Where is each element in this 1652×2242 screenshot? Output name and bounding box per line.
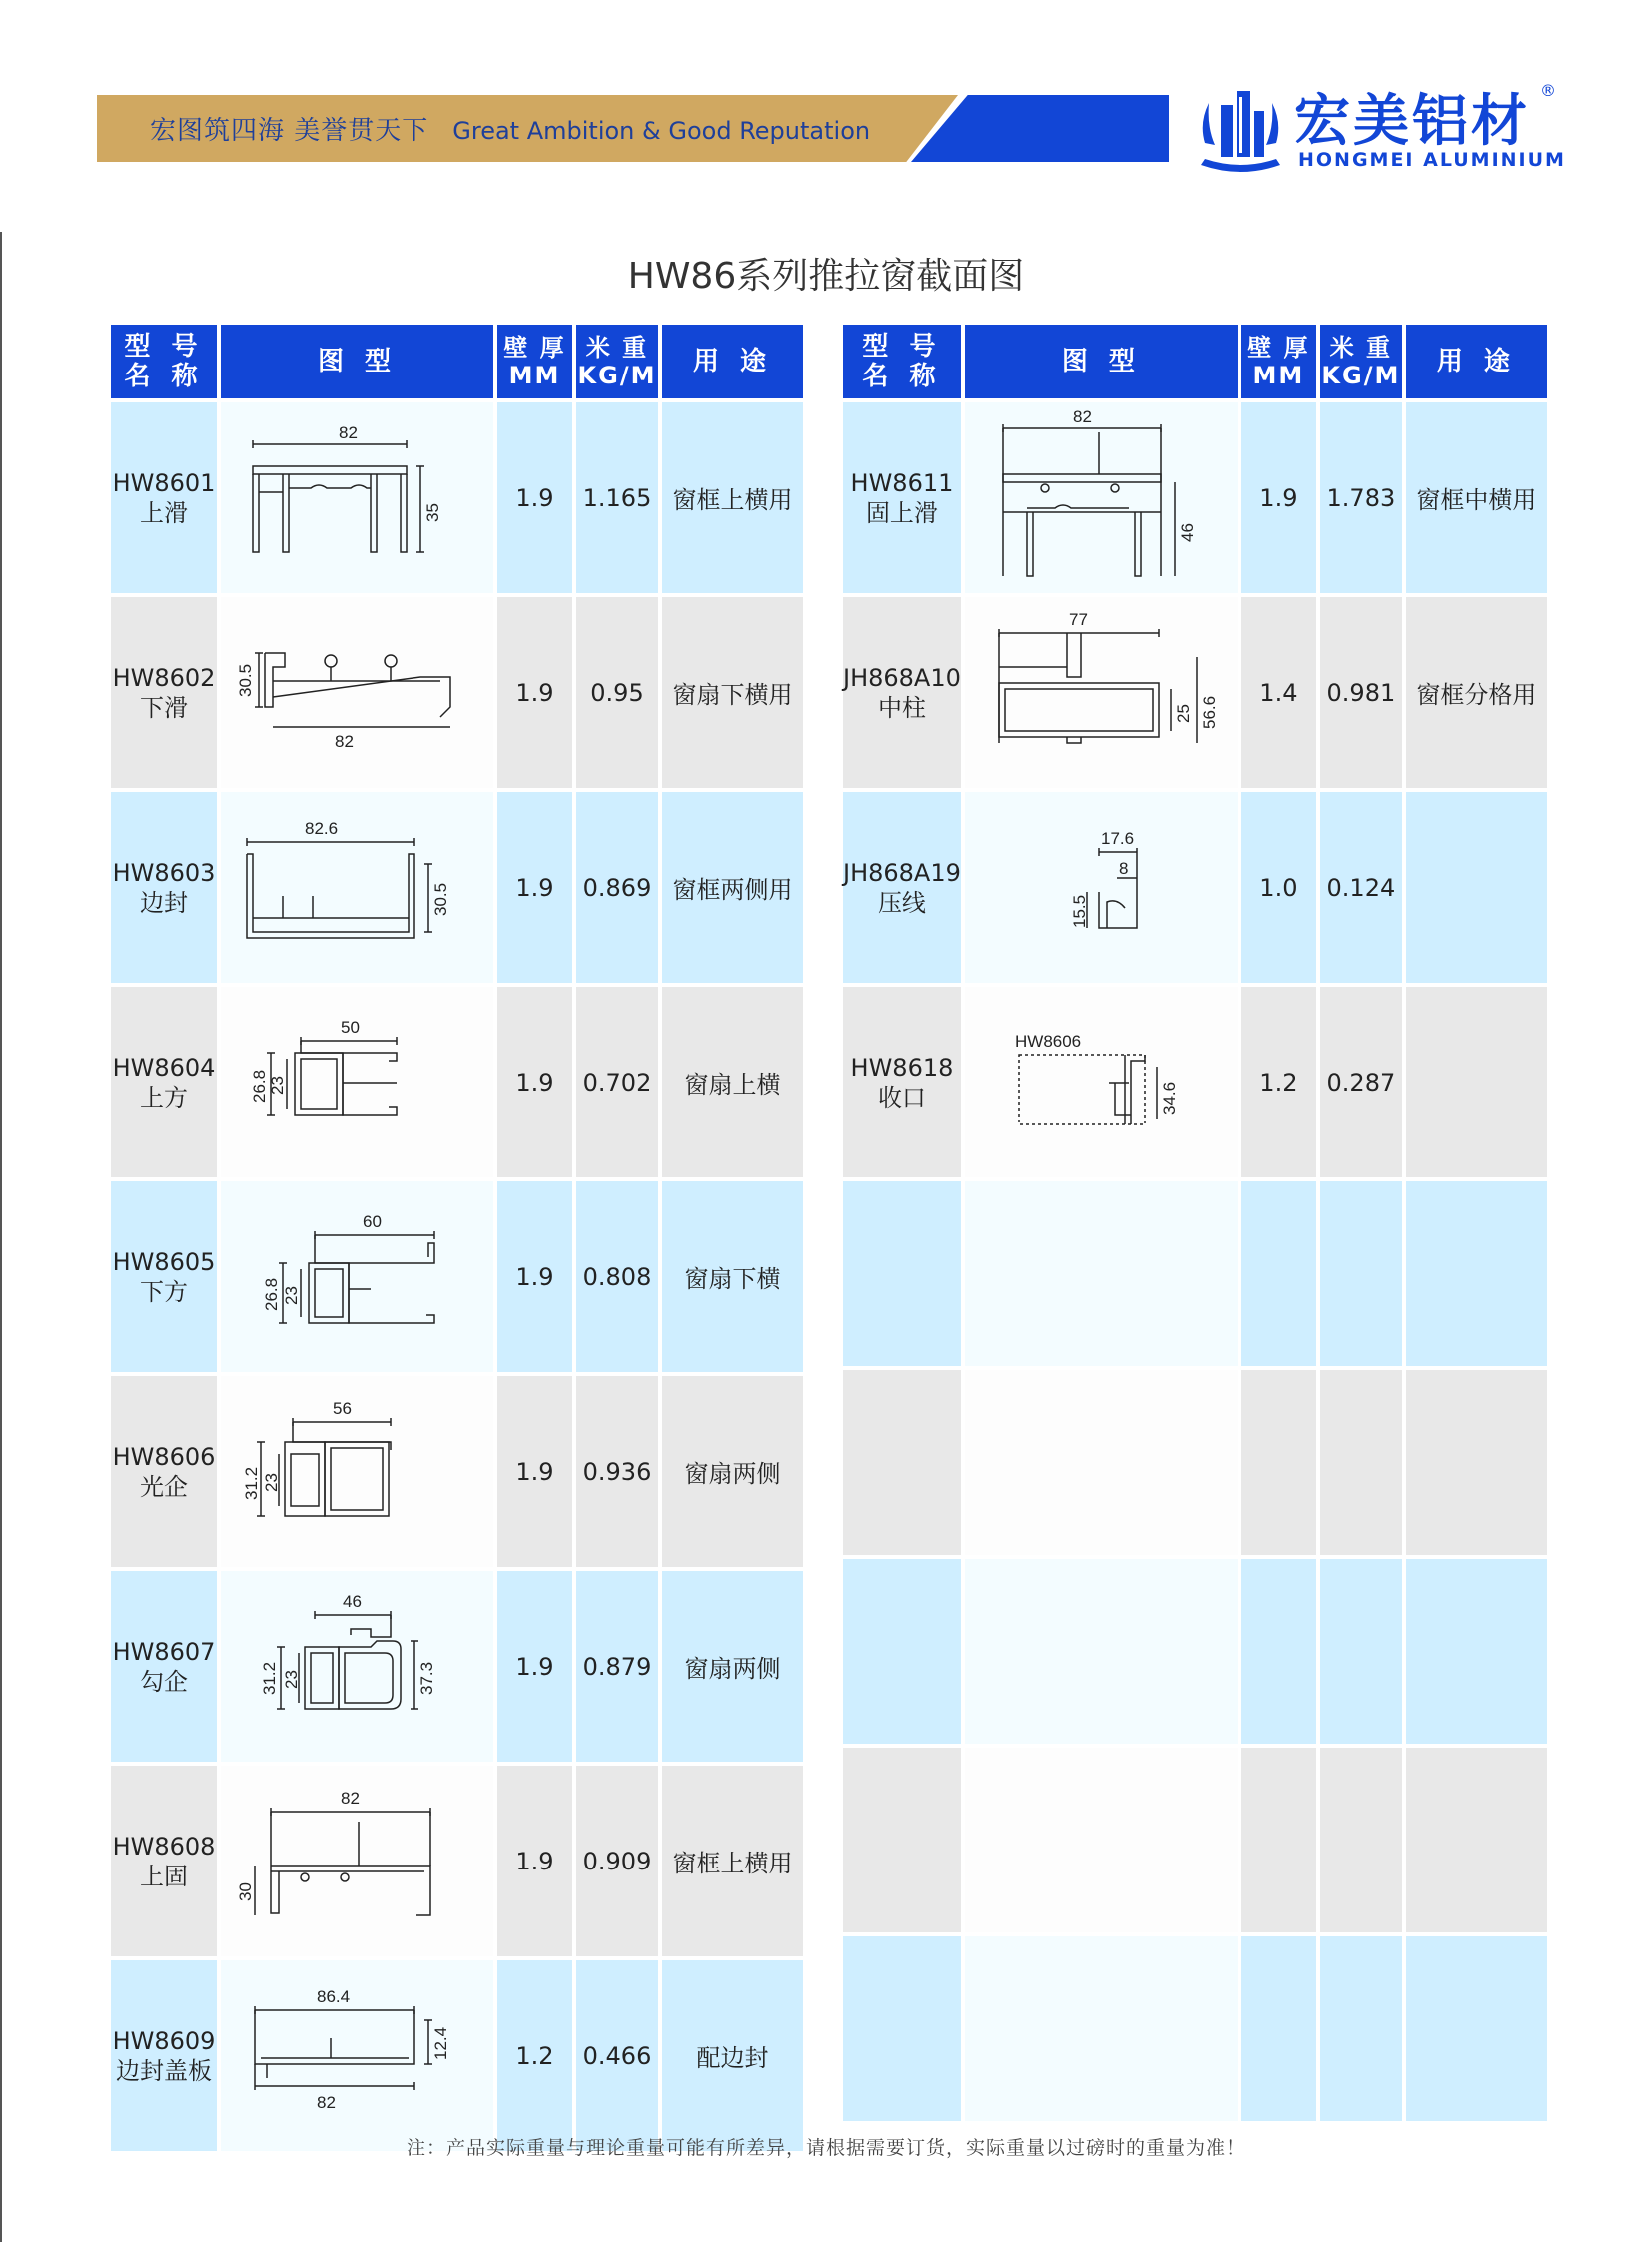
thickness-cell: 1.9: [497, 792, 572, 983]
svg-text:82: 82: [339, 423, 358, 442]
svg-text:46: 46: [1177, 523, 1197, 542]
svg-text:35: 35: [423, 503, 442, 522]
table-row: [843, 1936, 1547, 2121]
thickness-cell: [1241, 1748, 1316, 1932]
usage-cell: [1406, 1559, 1547, 1744]
profile-drawing: [965, 792, 1238, 983]
weight-cell: 0.909: [576, 1766, 658, 1956]
profile-drawing: [221, 1376, 493, 1567]
svg-text:30.5: 30.5: [431, 882, 450, 916]
weight-cell: 0.869: [576, 792, 658, 983]
thickness-cell: 1.4: [1241, 597, 1316, 788]
slogan: [150, 110, 870, 147]
model-cell: [843, 1559, 961, 1744]
svg-text:77: 77: [1068, 610, 1088, 629]
table-row: [111, 402, 803, 593]
thickness-cell: 1.9: [497, 1181, 572, 1372]
company-logo: [1191, 83, 1570, 175]
weight-cell: 0.287: [1320, 987, 1402, 1177]
table-row: [111, 597, 803, 788]
profile-drawing: [965, 1936, 1238, 2121]
model-cell: HW8606 光企: [111, 1376, 217, 1567]
usage-cell: [1406, 1370, 1547, 1555]
svg-text:56: 56: [333, 1399, 352, 1418]
usage-cell: [1406, 1748, 1547, 1932]
footnote: 注：产品实际重量与理论重量可能有所差异，请根据需要订货，实际重量以过磅时的重量为准！: [406, 2137, 1245, 2159]
thickness-cell: [1241, 1370, 1316, 1555]
thickness-cell: 1.2: [1241, 987, 1316, 1177]
weight-cell: [1320, 1370, 1402, 1555]
table-row: [843, 402, 1547, 593]
weight-cell: [1320, 1181, 1402, 1366]
model-cell: [843, 1181, 961, 1366]
model-cell: [843, 1936, 961, 2121]
svg-text:82: 82: [341, 1789, 360, 1808]
svg-text:25: 25: [1173, 704, 1193, 723]
thickness-cell: 1.9: [497, 987, 572, 1177]
svg-text:15.5: 15.5: [1069, 894, 1089, 928]
table-row: [843, 597, 1547, 788]
usage-cell: 窗扇上横: [662, 987, 803, 1177]
usage-cell: [1406, 987, 1547, 1177]
svg-text:17.6: 17.6: [1100, 829, 1134, 848]
model-cell: [843, 1748, 961, 1932]
svg-text:31.2: 31.2: [260, 1661, 279, 1695]
header-model: 型 号 名 称: [111, 325, 217, 398]
weight-cell: 0.702: [576, 987, 658, 1177]
svg-text:82.6: 82.6: [305, 819, 339, 838]
thickness-cell: [1241, 1559, 1316, 1744]
page-title: HW86系列推拉窗截面图: [627, 256, 1025, 297]
usage-cell: 窗框中横用: [1406, 402, 1547, 593]
usage-cell: 窗框分格用: [1406, 597, 1547, 788]
thickness-cell: 1.9: [1241, 402, 1316, 593]
model-cell: HW8601 上滑: [111, 402, 217, 593]
table-row: [843, 1559, 1547, 1744]
model-cell: HW8608 上固: [111, 1766, 217, 1956]
thickness-cell: 1.9: [497, 1766, 572, 1956]
profile-drawing: [965, 597, 1238, 788]
profile-drawing: [221, 1960, 493, 2151]
usage-cell: 窗框上横用: [662, 402, 803, 593]
header-thickness: 壁 厚 MM: [1241, 325, 1316, 398]
model-cell: HW8602 下滑: [111, 597, 217, 788]
svg-text:26.8: 26.8: [262, 1277, 281, 1311]
model-cell: JH868A19 压线: [843, 792, 961, 983]
table-row: [111, 987, 803, 1177]
model-cell: HW8604 上方: [111, 987, 217, 1177]
model-cell: [843, 1370, 961, 1555]
model-cell: HW8605 下方: [111, 1181, 217, 1372]
profile-drawing: [965, 402, 1238, 593]
thickness-cell: [1241, 1936, 1316, 2121]
svg-text:56.6: 56.6: [1199, 695, 1219, 729]
table-row: [843, 792, 1547, 983]
svg-text:60: 60: [363, 1212, 382, 1231]
svg-text:37.3: 37.3: [417, 1661, 436, 1695]
model-cell: HW8607 勾企: [111, 1571, 217, 1762]
table-row: [111, 1766, 803, 1956]
header-weight: 米 重 KG/M: [1320, 325, 1402, 398]
usage-cell: [1406, 792, 1547, 983]
weight-cell: 0.879: [576, 1571, 658, 1762]
usage-cell: 窗框上横用: [662, 1766, 803, 1956]
svg-text:31.2: 31.2: [242, 1466, 261, 1500]
header-usage: 用 途: [662, 325, 803, 398]
profile-drawing: [965, 1748, 1238, 1932]
table-row: [111, 1571, 803, 1762]
header-weight: 米 重 KG/M: [576, 325, 658, 398]
table-header-row: [843, 325, 1547, 398]
weight-cell: 0.808: [576, 1181, 658, 1372]
usage-cell: 配边封: [662, 1960, 803, 2151]
table-row: [111, 1376, 803, 1567]
profile-drawing: [965, 987, 1238, 1177]
svg-text:12.4: 12.4: [431, 2026, 450, 2060]
weight-cell: 0.936: [576, 1376, 658, 1567]
registered-mark: ®: [1540, 81, 1556, 100]
page-edge-line: [0, 232, 2, 2242]
svg-text:26.8: 26.8: [250, 1069, 269, 1103]
weight-cell: [1320, 1559, 1402, 1744]
svg-text:86.4: 86.4: [317, 1987, 351, 2006]
usage-cell: 窗扇下横: [662, 1181, 803, 1372]
svg-text:8: 8: [1118, 859, 1129, 878]
usage-cell: 窗扇两侧: [662, 1376, 803, 1567]
svg-text:82: 82: [335, 732, 354, 751]
logo-text-en: HONGMEI ALUMINIUM: [1298, 149, 1566, 171]
profile-drawing: [221, 1766, 493, 1956]
header-thickness: 壁 厚 MM: [497, 325, 572, 398]
profile-table-right: [839, 321, 1551, 2125]
thickness-cell: 1.9: [497, 1571, 572, 1762]
model-cell: HW8611 固上滑: [843, 402, 961, 593]
weight-cell: [1320, 1936, 1402, 2121]
table-row: [843, 1181, 1547, 1366]
weight-cell: 1.783: [1320, 402, 1402, 593]
usage-cell: [1406, 1181, 1547, 1366]
svg-text:HW8606: HW8606: [1014, 1032, 1082, 1051]
usage-cell: 窗框两侧用: [662, 792, 803, 983]
thickness-cell: [1241, 1181, 1316, 1366]
header-figure: 图 型: [965, 325, 1238, 398]
svg-text:82: 82: [317, 2093, 336, 2112]
thickness-cell: 1.9: [497, 1376, 572, 1567]
logo-text-cn: 宏美铝材: [1294, 89, 1530, 154]
svg-text:30: 30: [236, 1882, 255, 1901]
table-row: [843, 1370, 1547, 1555]
weight-cell: 0.981: [1320, 597, 1402, 788]
weight-cell: 0.124: [1320, 792, 1402, 983]
svg-text:46: 46: [343, 1592, 362, 1611]
profile-drawing: [965, 1370, 1238, 1555]
profile-drawing: [221, 402, 493, 593]
table-row: [843, 1748, 1547, 1932]
model-cell: JH868A10 中柱: [843, 597, 961, 788]
svg-text:23: 23: [262, 1473, 281, 1492]
header-usage: 用 途: [1406, 325, 1547, 398]
profile-drawing: [221, 1571, 493, 1762]
model-cell: HW8603 边封: [111, 792, 217, 983]
profile-drawing: [221, 1181, 493, 1372]
table-header-row: [111, 325, 803, 398]
usage-cell: 窗扇下横用: [662, 597, 803, 788]
weight-cell: [1320, 1748, 1402, 1932]
table-row: [843, 987, 1547, 1177]
profile-drawing: [221, 792, 493, 983]
building-emblem-icon: [1191, 83, 1290, 175]
svg-text:34.6: 34.6: [1159, 1081, 1179, 1115]
svg-text:23: 23: [282, 1670, 301, 1689]
header-figure: 图 型: [221, 325, 493, 398]
weight-cell: 0.466: [576, 1960, 658, 2151]
thickness-cell: 1.9: [497, 597, 572, 788]
table-row: [111, 1960, 803, 2151]
profile-table-left: [107, 321, 807, 2155]
svg-text:50: 50: [341, 1018, 360, 1037]
weight-cell: 0.95: [576, 597, 658, 788]
model-cell: HW8618 收口: [843, 987, 961, 1177]
usage-cell: [1406, 1936, 1547, 2121]
header-model: 型 号 名 称: [843, 325, 961, 398]
profile-drawing: [221, 987, 493, 1177]
thickness-cell: 1.9: [497, 402, 572, 593]
svg-text:23: 23: [282, 1286, 301, 1305]
usage-cell: 窗扇两侧: [662, 1571, 803, 1762]
profile-drawing: [965, 1559, 1238, 1744]
table-row: [111, 792, 803, 983]
thickness-cell: 1.0: [1241, 792, 1316, 983]
svg-text:82: 82: [1072, 407, 1092, 426]
profile-drawing: [965, 1181, 1238, 1366]
svg-text:30.5: 30.5: [236, 663, 255, 697]
table-row: [111, 1181, 803, 1372]
slogan-cn: 宏图筑四海 美誉贯天下: [150, 116, 429, 146]
weight-cell: 1.165: [576, 402, 658, 593]
thickness-cell: 1.2: [497, 1960, 572, 2151]
profile-drawing: [221, 597, 493, 788]
slogan-en: Great Ambition & Good Reputation: [452, 117, 871, 145]
model-cell: HW8609 边封盖板: [111, 1960, 217, 2151]
svg-text:23: 23: [268, 1076, 287, 1095]
